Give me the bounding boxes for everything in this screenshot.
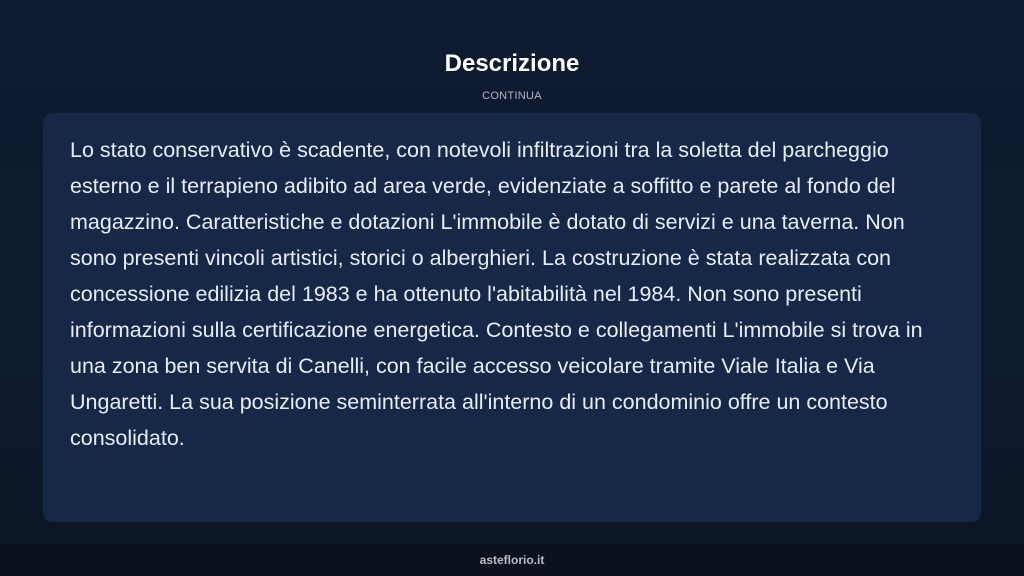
description-card [43, 113, 981, 522]
footer [0, 544, 1024, 576]
page-title: Descrizione [444, 50, 580, 77]
section-subtitle: CONTINUA [482, 90, 542, 102]
description-text: Lo stato conservativo è scadente, con notevoli infiltrazioni tra la soletta del parcheggio esterno e il terrapieno adibito ad area verde, evidenziate a soffitto e parete al fondo del magazzino. Caratteristiche e dotazioni L'immobile è dotato di servizi e una taverna. Non sono presenti vincoli artistici, storici o alberghieri. La costruzione è stata realizzata con concessione edilizia del 1983 e ha ottenuto l'abitabilità nel 1984. Non sono presenti informazioni sulla certificazione energetica. Contesto e collegamenti L'immobile si trova in una zona ben servita di Canelli, con facile accesso veicolare tramite Viale Italia e Via Ungaretti. La sua posizione seminterrata all'interno di un condominio offre un contesto consolidato. [70, 138, 923, 450]
footer-site-label: asteflorio.it [479, 553, 545, 567]
header [0, 0, 1024, 110]
